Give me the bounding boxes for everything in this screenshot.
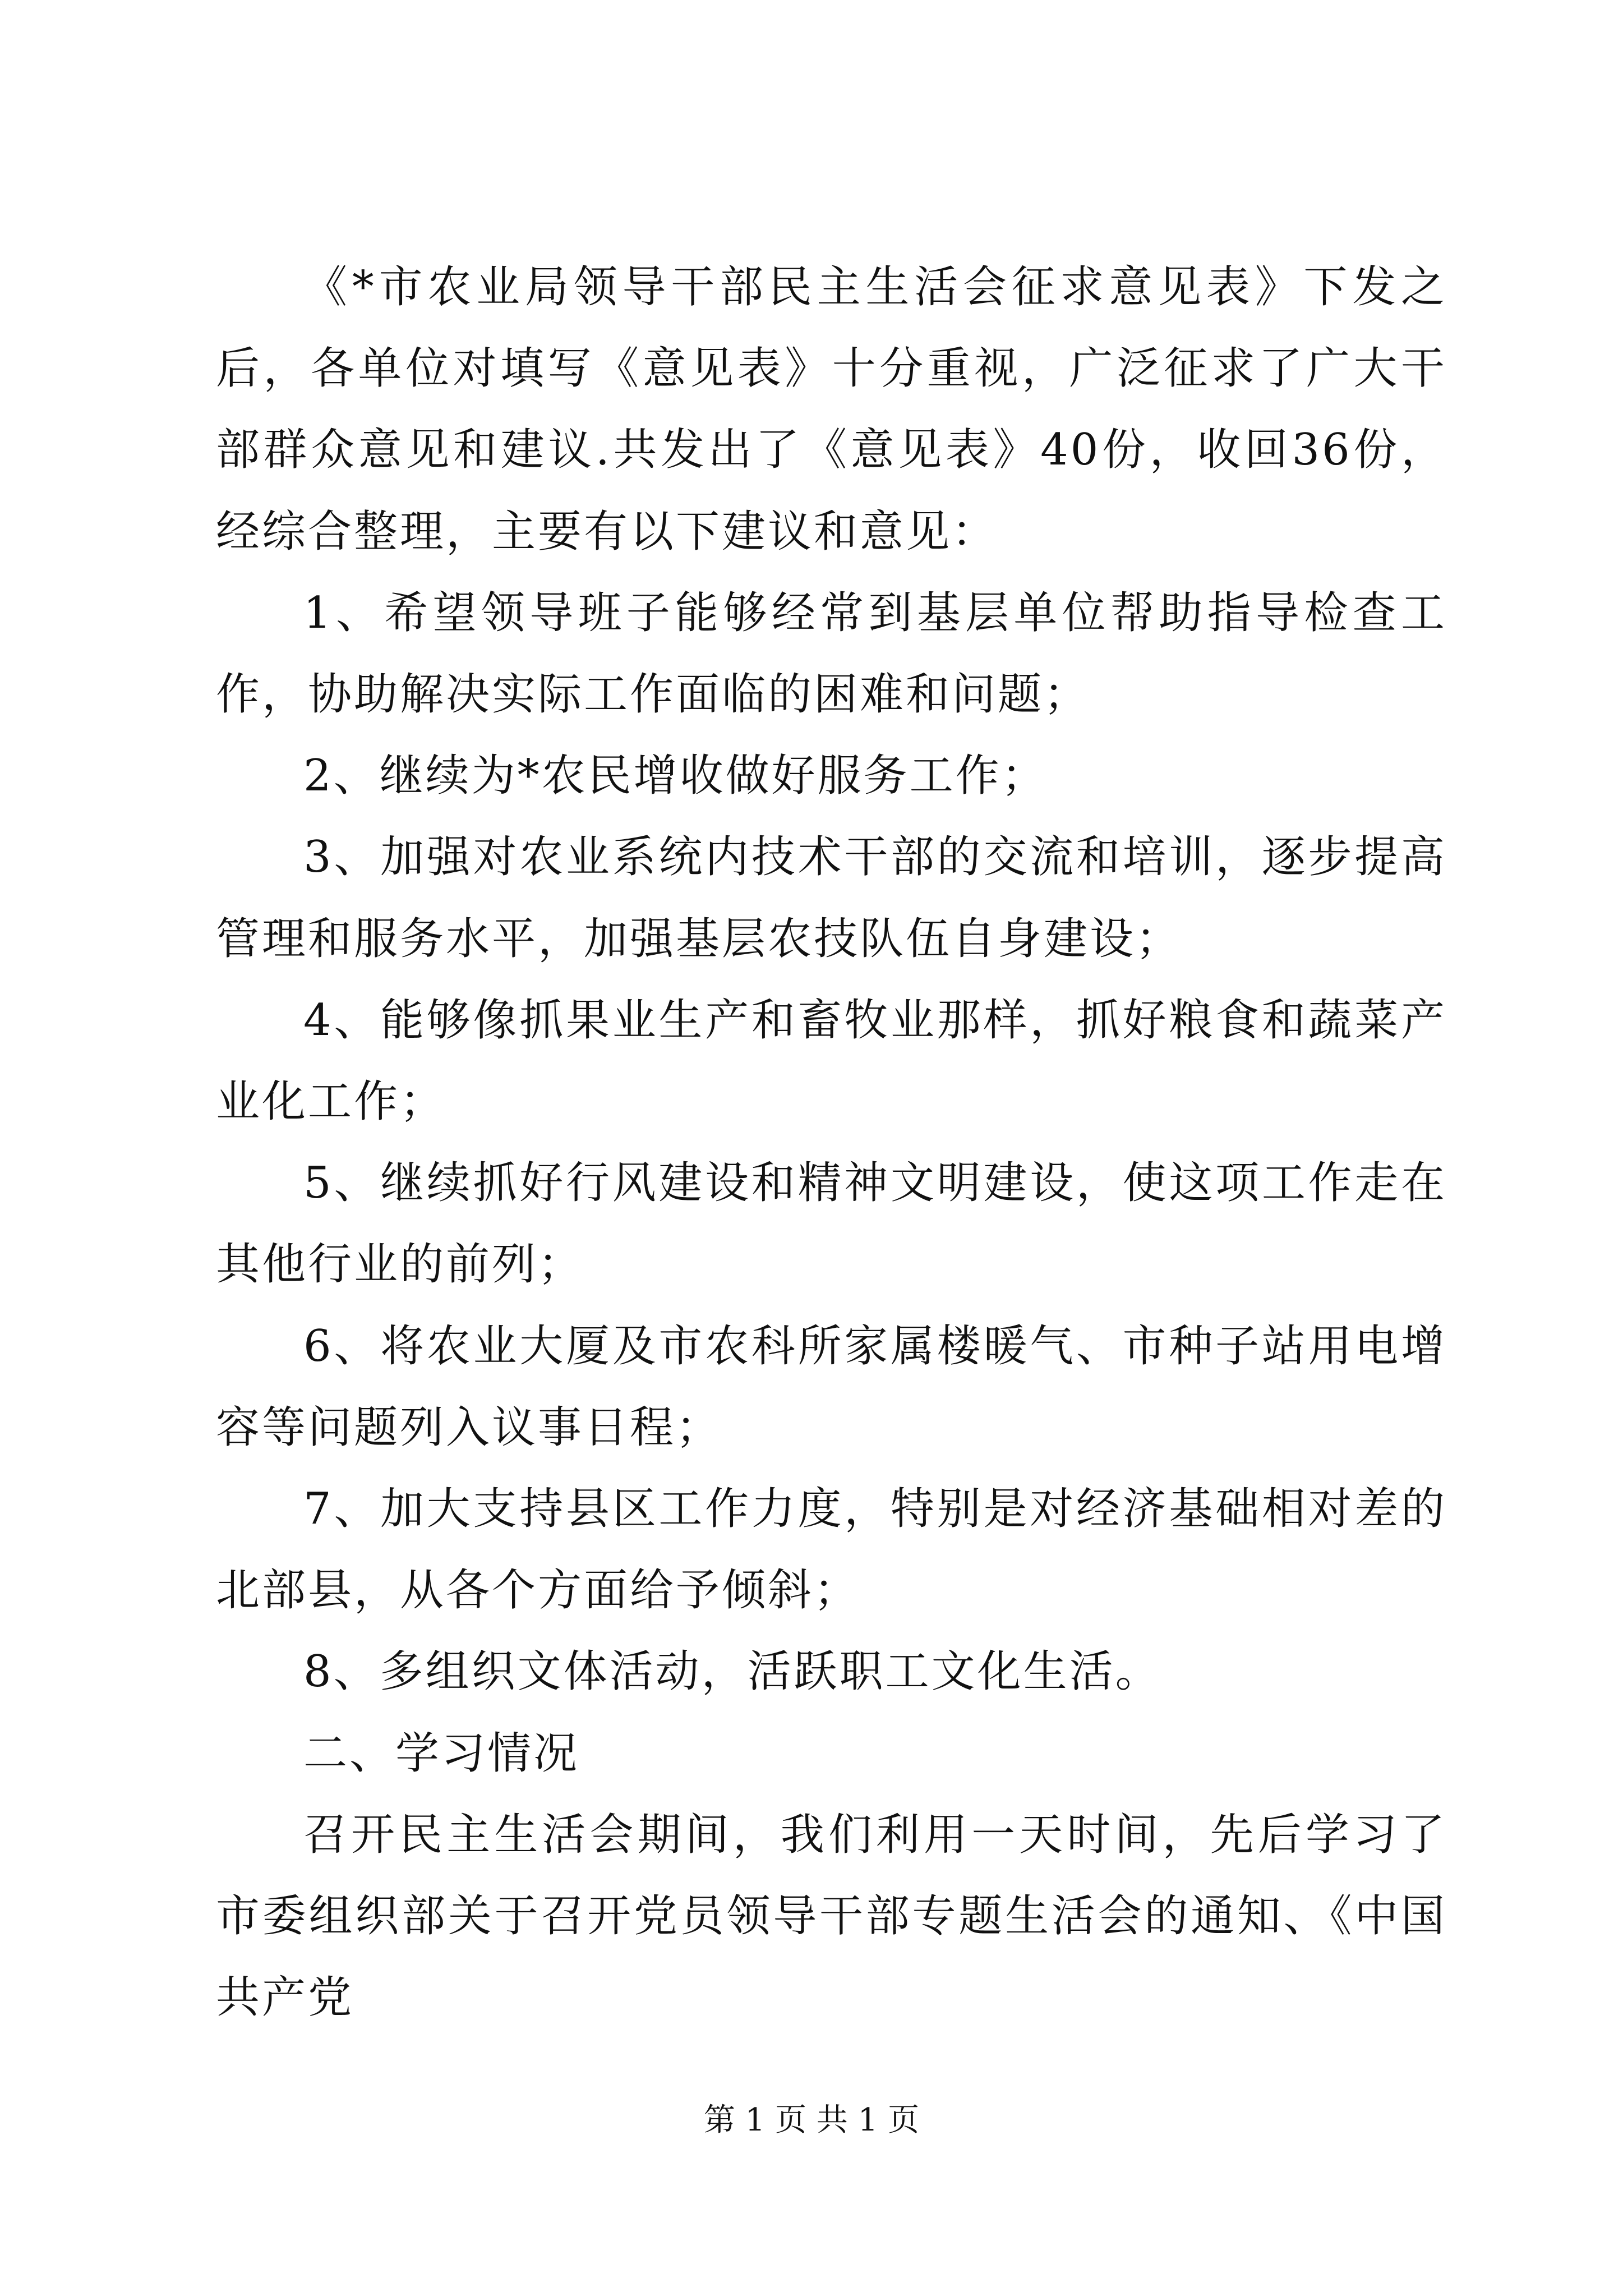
intro-paragraph: 《*市农业局领导干部民主生活会征求意见表》下发之后，各单位对填写《意见表》十分重视，广泛征求了广大干部群众意见和建议.共发出了《意见表》40份，收回36份，经综合整理，主要有以下建议和意见： [216, 262, 1447, 557]
suggestion-item-7: 7、加大支持县区工作力度，特别是对经济基础相对差的北部县，从各个方面给予倾斜； [216, 1484, 1447, 1616]
suggestion-item-5: 5、继续抓好行风建设和精神文明建设，使这项工作走在其他行业的前列； [216, 1158, 1447, 1290]
page-number-footer: 第 1 页 共 1 页 [703, 2102, 920, 2138]
suggestion-item-2: 2、继续为*农民增收做好服务工作； [303, 751, 1048, 802]
section-heading-study: 二、学习情况 [303, 1728, 580, 1779]
suggestion-item-6: 6、将农业大厦及市农科所家属楼暖气、市种子站用电增容等问题列入议事日程； [216, 1320, 1447, 1453]
suggestion-item-3: 3、加强对农业系统内技术干部的交流和培训，逐步提高管理和服务水平，加强基层农技队伍自身建设； [216, 832, 1447, 964]
suggestion-item-1: 1、希望领导班子能够经常到基层单位帮助指导检查工作，协助解决实际工作面临的困难和问题； [216, 587, 1447, 720]
document-body [216, 247, 1447, 2039]
study-paragraph: 召开民主生活会期间，我们利用一天时间，先后学习了市委组织部关于召开党员领导干部专题生活会的通知、《中国共产党 [216, 1809, 1447, 2023]
suggestion-item-4: 4、能够像抓果业生产和畜牧业那样，抓好粮食和蔬菜产业化工作； [216, 995, 1447, 1128]
suggestion-item-8: 8、多组织文体活动，活跃职工文化生活。 [303, 1646, 1161, 1697]
